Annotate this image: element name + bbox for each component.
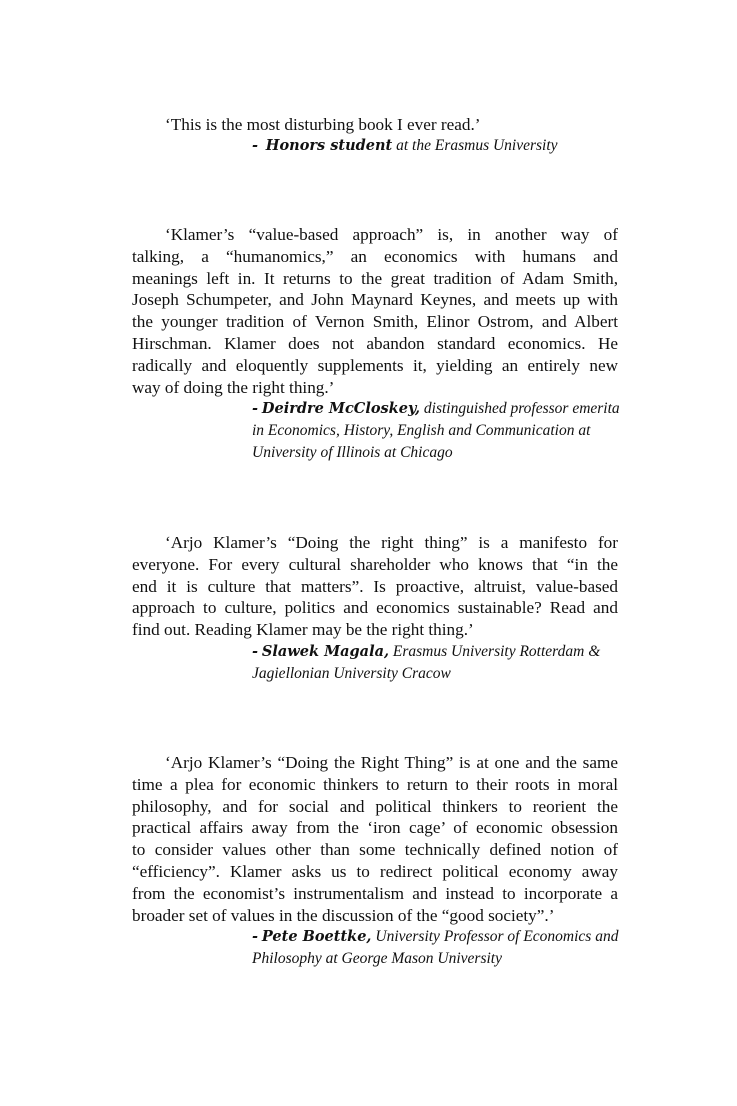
quote-line: ‘This is the most disturbing book I ever read.’ [165, 115, 481, 134]
attribution-dash: - [252, 400, 259, 417]
attribution-line [252, 398, 622, 420]
attribution-line [252, 135, 622, 157]
quote-line: talking, a “humanomics,” an economics with humans and [132, 246, 618, 266]
author-affiliation: University of Illinois at Chicago [252, 443, 453, 461]
quote-line: ‘Arjo Klamer’s “Doing the Right Thing” is at one and the same [165, 753, 618, 772]
quote-line: the younger tradition of Vernon Smith, Elinor Ostrom, and Albert [132, 312, 618, 332]
attribution-line [252, 442, 622, 464]
attribution-line [252, 926, 622, 948]
author-affiliation: Philosophy at George Mason University [252, 949, 502, 967]
testimonial-quote [132, 224, 618, 398]
attribution-line [252, 641, 622, 663]
quote-line: Joseph Schumpeter, and John Maynard Keynes, and meets up with [132, 290, 618, 310]
attribution-dash: - [252, 137, 259, 154]
testimonial-quote [132, 114, 618, 136]
author-name: Pete Boettke, [261, 928, 372, 945]
author-affiliation: Jagiellonian University Cracow [252, 664, 451, 682]
quote-line: radically and eloquently supplements it, yielding an entirely new [132, 355, 618, 375]
quote-line: time a plea for economic thinkers to return to their roots in moral [132, 774, 618, 794]
quote-line: meanings left in. It returns to the great tradition of Adam Smith, [132, 268, 618, 288]
quote-line: ‘Arjo Klamer’s “Doing the right thing” is a manifesto for [165, 533, 618, 552]
author-affiliation: in Economics, History, English and Communication at [252, 421, 591, 439]
attribution-line [252, 420, 622, 442]
quote-line: “efficiency”. Klamer asks us to redirect political economy away [132, 861, 618, 881]
testimonial-quote [132, 752, 618, 926]
testimonial-attribution [252, 398, 622, 463]
testimonial-attribution [252, 641, 622, 685]
quote-line: Hirschman. Klamer does not abandon standard economics. He [132, 333, 618, 353]
quote-line: to consider values other than some technically defined notion of [132, 840, 618, 860]
author-name: Honors student [265, 137, 393, 154]
attribution-dash: - [252, 643, 259, 660]
author-name: Deirdre McCloskey, [261, 400, 421, 417]
testimonial-attribution [252, 926, 622, 970]
spacer [258, 137, 266, 154]
quote-line: find out. Reading Klamer may be the right thing.’ [132, 620, 474, 640]
quote-line: ‘Klamer’s “value-based approach” is, in another way of [165, 225, 618, 244]
testimonial-attribution [252, 135, 622, 157]
author-affiliation: at the Erasmus University [392, 137, 558, 154]
quote-line: practical affairs away from the ‘iron cage’ of economic obsession [132, 818, 618, 838]
attribution-line [252, 663, 622, 685]
testimonial-quote [132, 532, 618, 641]
quote-line: philosophy, and for social and political thinkers to reorient the [132, 796, 618, 816]
attribution-line [252, 948, 622, 970]
author-affiliation: Erasmus University Rotterdam & [389, 643, 601, 660]
quote-line: end it is culture that matters”. Is proactive, altruist, value-based [132, 576, 618, 596]
quote-line: way of doing the right thing.’ [132, 377, 335, 397]
author-affiliation: distinguished professor emerita [420, 400, 620, 417]
attribution-dash: - [252, 928, 259, 945]
quote-line: from the economist’s instrumentalism and instead to incorporate a [132, 883, 618, 903]
quote-line: approach to culture, politics and economics sustainable? Read and [132, 598, 618, 618]
quote-line: broader set of values in the discussion of the “good society”.’ [132, 905, 555, 925]
author-affiliation: University Professor of Economics and [371, 928, 619, 945]
author-name: Slawek Magala, [261, 643, 390, 660]
quote-line: everyone. For every cultural shareholder who knows that “in the [132, 554, 618, 574]
